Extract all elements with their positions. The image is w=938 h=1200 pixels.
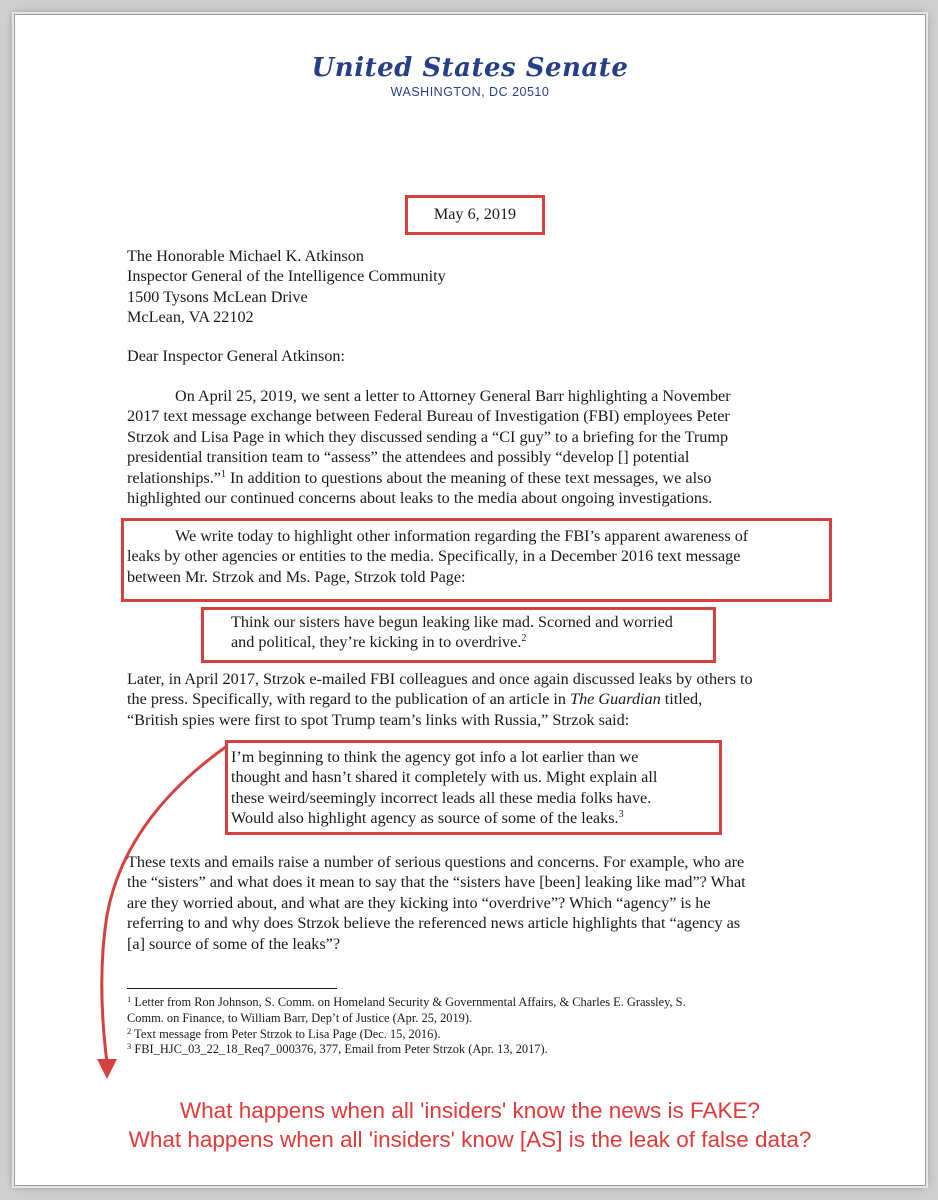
quote-line: these weird/seemingly incorrect leads all these media folks have.	[231, 788, 652, 807]
paragraph-text: In addition to questions about the meaning of these text messages, we also	[225, 468, 712, 487]
address-line: 1500 Tysons McLean Drive	[127, 287, 308, 306]
footnote-number: 2	[127, 1025, 132, 1036]
paragraph-line: “British spies were first to spot Trump team’s links with Russia,” Strzok said:	[127, 710, 630, 729]
address-line: Inspector General of the Intelligence Community	[127, 267, 446, 286]
letter-date: May 6, 2019	[433, 205, 517, 223]
footnote-text: Letter from Ron Johnson, S. Comm. on Homeland Security & Governmental Affairs, & Charles E. Grassley, S.	[134, 995, 686, 1009]
letterhead-title: United States Senate	[311, 53, 629, 83]
footnote-1-cont: Comm. on Finance, to William Barr, Dep’t of Justice (Apr. 25, 2019).	[127, 1010, 473, 1025]
paragraph-line: highlighted our continued concerns about leaks to the media about ongoing investigations.	[127, 489, 713, 508]
paragraph-line: 2017 text message exchange between Federal Bureau of Investigation (FBI) employees Peter	[127, 407, 730, 426]
quote-text: and political, they’re kicking in to overdrive.	[231, 633, 522, 652]
footnote-number: 3	[127, 1041, 132, 1052]
paragraph-line: [a] source of some of the leaks”?	[127, 934, 341, 953]
curved-arrow-icon	[15, 15, 925, 1185]
paragraph-text: relationships.”	[127, 468, 221, 487]
annotation-caption	[15, 1096, 925, 1154]
paragraph-line: are they worried about, and what are they kicking into “overdrive”? Which “agency” is he	[127, 893, 711, 912]
quote-line: thought and hasn’t shared it completely with us. Might explain all	[231, 768, 658, 787]
paragraph-line: presidential transition team to “assess” the attendees and possibly “develop [] potential	[127, 448, 690, 467]
paragraph-line: referring to and why does Strzok believe the referenced news article highlights that “agency as	[127, 914, 741, 933]
letterhead-subtitle: WASHINGTON, DC 20510	[390, 85, 550, 99]
paragraph-line: Later, in April 2017, Strzok e-mailed FBI colleagues and once again discussed leaks by others to	[127, 670, 753, 688]
caption-line: What happens when all 'insiders' know [AS] is the leak of false data?	[128, 1127, 812, 1152]
footnote-ref-2: 2	[521, 633, 527, 645]
paragraph-line: We write today to highlight other information regarding the FBI’s apparent awareness of	[175, 527, 749, 545]
paragraph-line: between Mr. Strzok and Ms. Page, Strzok told Page:	[127, 567, 466, 586]
document-page	[14, 14, 926, 1186]
quote-line: Think our sisters have begun leaking like mad. Scorned and worried	[231, 613, 673, 631]
paragraph-line: leaks by other agencies or entities to the media. Specifically, in a December 2016 text message	[127, 547, 741, 566]
arrow-head	[97, 1059, 117, 1079]
address-line: McLean, VA 22102	[127, 308, 254, 327]
caption-line: What happens when all 'insiders' know the news is FAKE?	[179, 1098, 761, 1123]
paragraph-line: On April 25, 2019, we sent a letter to Attorney General Barr highlighting a November	[175, 387, 731, 405]
footnote-ref-1: 1	[220, 468, 226, 480]
paragraph-line: These texts and emails raise a number of serious questions and concerns. For example, who are	[127, 853, 745, 871]
paragraph-line: Strzok and Lisa Page in which they discussed sending a “CI guy” to a briefing for the Trump	[127, 427, 729, 446]
footnote-text: FBI_HJC_03_22_18_Req7_000376, 377, Email from Peter Strzok (Apr. 13, 2017).	[134, 1042, 548, 1057]
quote-line: I’m beginning to think the agency got info a lot earlier than we	[231, 748, 639, 766]
publication-title: The Guardian	[570, 690, 661, 709]
arrow-path	[102, 746, 227, 1063]
footnote-number: 1	[127, 994, 132, 1004]
paragraph-text: titled,	[660, 690, 703, 709]
footnote-text: Text message from Peter Strzok to Lisa Page (Dec. 15, 2016).	[134, 1026, 441, 1041]
salutation: Dear Inspector General Atkinson:	[127, 347, 346, 365]
footnote-ref-3: 3	[618, 809, 624, 821]
quote-text: Would also highlight agency as source of some of the leaks.	[231, 809, 619, 828]
address-line: The Honorable Michael K. Atkinson	[127, 247, 364, 265]
paragraph-text: the press. Specifically, with regard to the publication of an article in	[127, 690, 571, 709]
paragraph-line: the “sisters” and what does it mean to say that the “sisters have [been] leaking like mad”? What	[127, 873, 746, 892]
